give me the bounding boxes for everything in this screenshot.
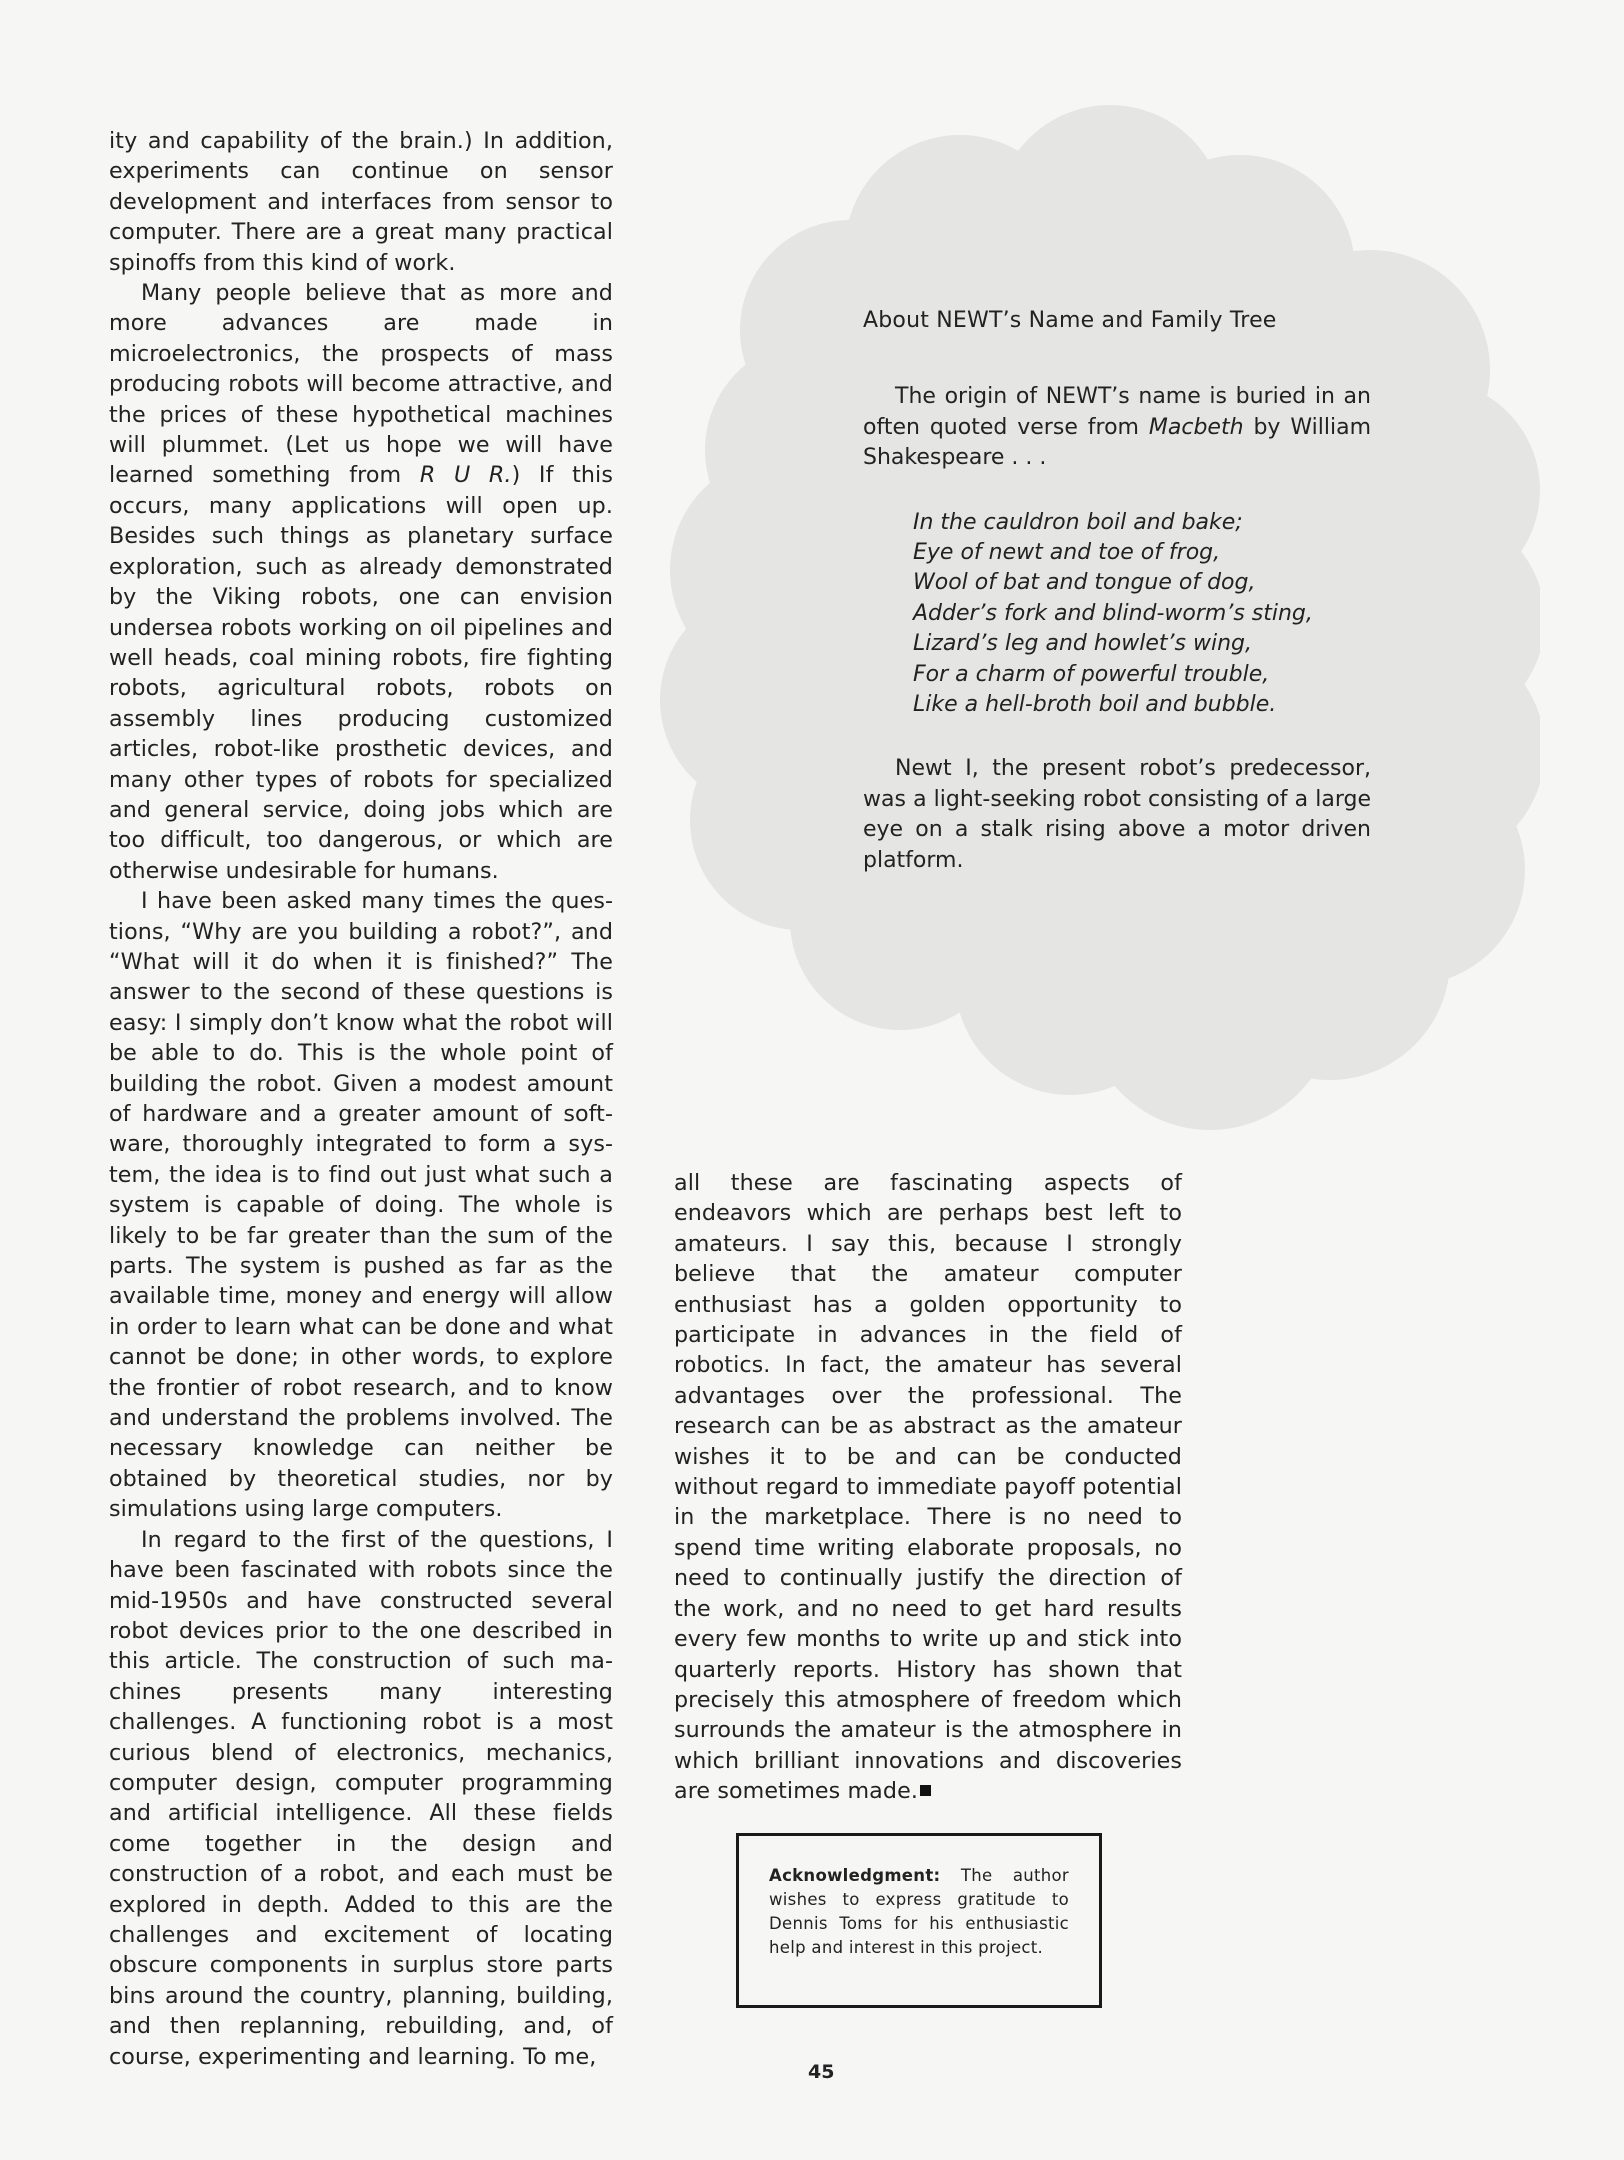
paragraph-4: In regard to the first of the questions, I have been fascinated with robots since the mid-1950s and have constructed several robot devices prior to the one described in this article. The construction of such machines presents many interesting challenges. A functioning robot is a most curious blend of electronics, mechanics, computer design, computer programming and artificial intelligence. All these fields come together in the design and construction of a robot, and each must be explored in depth. Added to this are the challenges and excitement of locating obscure components in surplus store parts bins around the country, planning, building, and then replanning, rebuilding, and, of course, experimenting and learning. To me, [109,1526,613,2070]
poem-line: In the cauldron boil and bake; [913,509,1243,535]
acknowledgment-text [769,1864,1069,1960]
page-number: 45 [808,2061,835,2083]
acknowledgment-box [736,1833,1102,2008]
left-text-column [109,126,613,2072]
newt-name-sidebar [863,306,1371,876]
sidebar-intro-text: The origin of NEWT’s name is buried in an often quoted verse from [863,384,1371,440]
acknowledgment-body: The author wishes to express gratitude to Dennis Toms for his enthusiastic help and interest in this project. [769,1866,1069,1957]
paragraph-2 [109,278,613,886]
poem-line: Adder’s fork and blind-worm’s sting, [913,600,1313,626]
poem-line: Like a hell-broth boil and bubble. [913,691,1277,717]
end-of-article-icon [920,1785,931,1796]
paragraph-3: I have been asked many times the questions, “Why are you building a robot?”, and “What will it do when it is finished?” The answer to the second of these questions is easy: I simply don’t know what the robot will be able to do. This is the whole point of building the robot. Given a modest amount of hardware and a greater amount of software, thoroughly integrated to form a system, the idea is to find out just what such a system is capable of doing. The whole is likely to be far greater than the sum of the parts. The system is pushed as far as the available time, money and energy will allow in order to learn what can be done and what cannot be done; in other words, to explore the frontier of robot research, and to know and understand the problems involved. The necessary knowledge can neither be obtained by theoretical studies, nor by simulations using large computers. [109,888,613,1523]
rur-title: R U R. [419,462,512,489]
paragraph-2-part-1: Many people believe that as more and more advances are made in microelectronics, the prospects of mass producing robots will become attractive, and the prices of these hypothetical machines will plummet. (Let us hope we will have learned something from [109,280,613,489]
sidebar-intro-text-end: by William Shakespeare . . . [863,414,1372,470]
poem-line: Wool of bat and tongue of dog, [913,570,1256,596]
macbeth-title: Macbeth [1148,414,1244,440]
macbeth-verse [913,508,1371,721]
paragraph-2-part-2: ) If this occurs, many applications will open up. Besides such things as planetary surface exploration, such as already demonstrated by the Viking robots, one can envision undersea robots working on oil pipelines and well heads, coal mining robots, fire fighting robots, agricultural robots, robots on assembly lines producing customized articles, robot-like prosthetic devices, and many other types of robots for specialized and general service, doing jobs which are too difficult, too dangerous, or which are otherwise undesirable for humans. [109,462,613,884]
poem-line: Eye of newt and toe of frog, [913,539,1221,565]
sidebar-intro [863,382,1371,474]
continuation-text: all these are fascinating aspects of endeavors which are perhaps best left to amateurs. I say this, because I strongly believe that the amateur computer enthusiast has a golden opportunity to participate in advances in the field of robotics. In fact, the amateur has several advantages over the professional. The research can be as abstract as the amateur wishes it to be and can be conducted without regard to immediate payoff potential in the marketplace. There is no need to spend time writing elaborate proposals, no need to continually justify the direction of the work, and no need to get hard results every few months to write up and stick into quarterly reports. History has shown that precisely this atmosphere of freedom which surrounds the amateur is the atmosphere in which brilliant innovations and discoveries are sometimes made. [674,1170,1182,1805]
acknowledgment-label: Acknowledgment: [769,1866,941,1885]
sidebar-closing: Newt I, the present robot’s predecessor, was a light-seeking robot consisting of a large eye on a stalk rising above a motor driven platform. [863,756,1371,873]
sidebar-title: About NEWT’s Name and Family Tree [863,308,1277,333]
right-text-column [674,1168,1182,1807]
poem-line: For a charm of powerful trouble, [913,661,1270,687]
paragraph-continuation [674,1168,1182,1807]
paragraph-1: ity and capability of the brain.) In addition, experiments can continue on sensor development and interfaces from sensor to computer. There are a great many practical spinoffs from this kind of work. [109,128,613,276]
poem-line: Lizard’s leg and howlet’s wing, [913,631,1252,657]
